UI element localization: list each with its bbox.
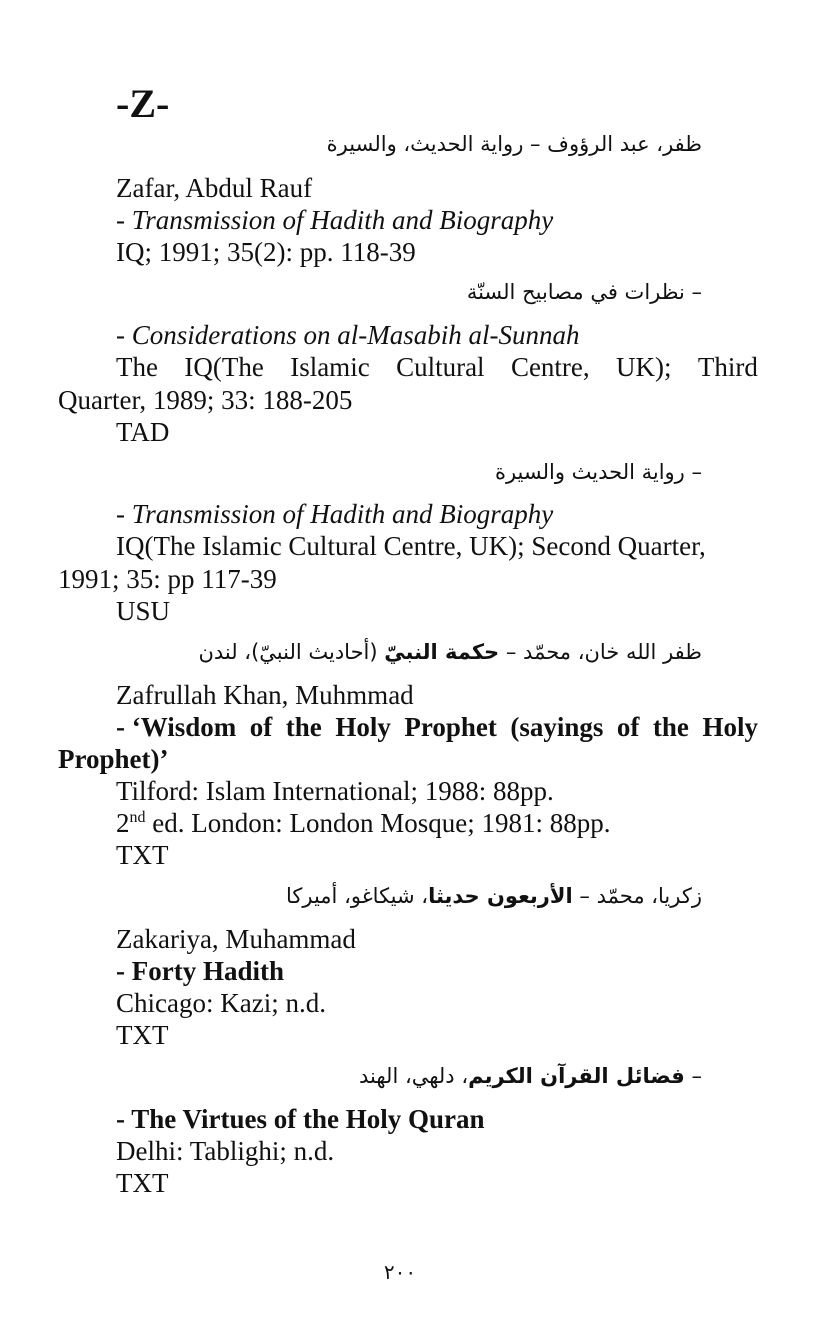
entry-5-arabic-heading	[286, 880, 702, 912]
word: The	[116, 352, 158, 382]
entry-6-title: - The Virtues of the Holy Quran	[116, 1104, 485, 1134]
entry-6-arabic-heading	[359, 1060, 702, 1092]
entry-5-code: TXT	[116, 1020, 169, 1050]
entry-5-title: - Forty Hadith	[116, 956, 284, 986]
entry-4-author: Zafrullah Khan, Muhmmad	[116, 680, 414, 710]
entry-5-publication: Chicago: Kazi; n.d.	[116, 988, 326, 1018]
word: Centre,	[510, 352, 590, 382]
word: Islamic	[290, 352, 370, 382]
arabic-author: زكريا، محمّد –	[572, 884, 702, 908]
arabic-title: حكمة النبيّ	[384, 640, 500, 664]
word: Holy	[335, 712, 391, 742]
page-number: ٢٠٠	[383, 1260, 417, 1284]
entry-2-publication	[116, 351, 758, 383]
entry-6-publication: Delhi: Tablighi; n.d.	[116, 1136, 335, 1166]
entry-1-arabic-heading: ظفر، عبد الرؤوف – رواية الحديث، والسيرة	[326, 132, 702, 156]
entry-2-title: - Considerations on al-Masabih al-Sunnah	[116, 320, 580, 350]
entry-2-publication-continued: Quarter, 1989; 33: 188-205	[58, 385, 353, 415]
word: of	[616, 712, 640, 742]
word: UK);	[616, 352, 672, 382]
word: Holy	[702, 712, 758, 742]
edition-number: 2	[116, 808, 130, 838]
entry-1-publication: IQ; 1991; 35(2): pp. 118-39	[116, 237, 416, 267]
edition-suffix: nd	[129, 809, 146, 826]
word: the	[285, 712, 322, 742]
entry-3-publication-continued: 1991; 35: pp 117-39	[58, 564, 277, 594]
entry-4-arabic-heading	[198, 636, 702, 668]
entry-4-title-continued: Prophet)’	[58, 744, 169, 774]
entry-5-author: Zakariya, Muhammad	[116, 924, 356, 954]
entry-1-title: - Transmission of Hadith and Biography	[116, 205, 554, 235]
entry-3-title: - Transmission of Hadith and Biography	[116, 499, 554, 529]
entry-4-code: TXT	[116, 840, 169, 870]
entry-2-arabic-heading: – نظرات في مصابيح السنّة	[466, 280, 702, 304]
arabic-details: ، دلهي، الهند	[359, 1064, 469, 1088]
entry-3-publication: IQ(The Islamic Cultural Centre, UK); Second Quarter,	[116, 531, 706, 561]
word: (sayings	[510, 712, 604, 742]
arabic-dash: –	[684, 1064, 702, 1088]
entry-3-code: USU	[116, 596, 171, 626]
entry-4-publication: Tilford: Islam International; 1988: 88pp.	[116, 776, 554, 806]
entry-4-edition	[116, 807, 610, 839]
entry-3-arabic-heading: – رواية الحديث والسيرة	[494, 460, 702, 484]
word: of	[249, 712, 273, 742]
entry-2-code: TAD	[116, 417, 170, 447]
edition-details: ed. London: London Mosque; 1981: 88pp.	[145, 808, 611, 838]
entry-6-code: TXT	[116, 1168, 169, 1198]
word: Prophet	[404, 712, 497, 742]
arabic-title: فضائل القرآن الكريم	[468, 1064, 685, 1088]
arabic-author: ظفر الله خان، محمّد –	[499, 640, 702, 664]
word: Cultural	[396, 352, 485, 382]
word: Third	[697, 352, 758, 382]
word: IQ(The	[184, 352, 264, 382]
entry-1-author: Zafar, Abdul Rauf	[116, 173, 313, 203]
arabic-details: (أحاديث النبيّ)، لندن	[198, 640, 385, 664]
entry-4-title	[116, 711, 758, 743]
section-letter-heading: -Z-	[116, 81, 170, 126]
arabic-title: الأربعون حديثا	[428, 884, 573, 908]
arabic-details: ، شيكاغو، أميركا	[285, 884, 429, 908]
word: the	[652, 712, 689, 742]
word: - ‘Wisdom	[116, 712, 237, 742]
